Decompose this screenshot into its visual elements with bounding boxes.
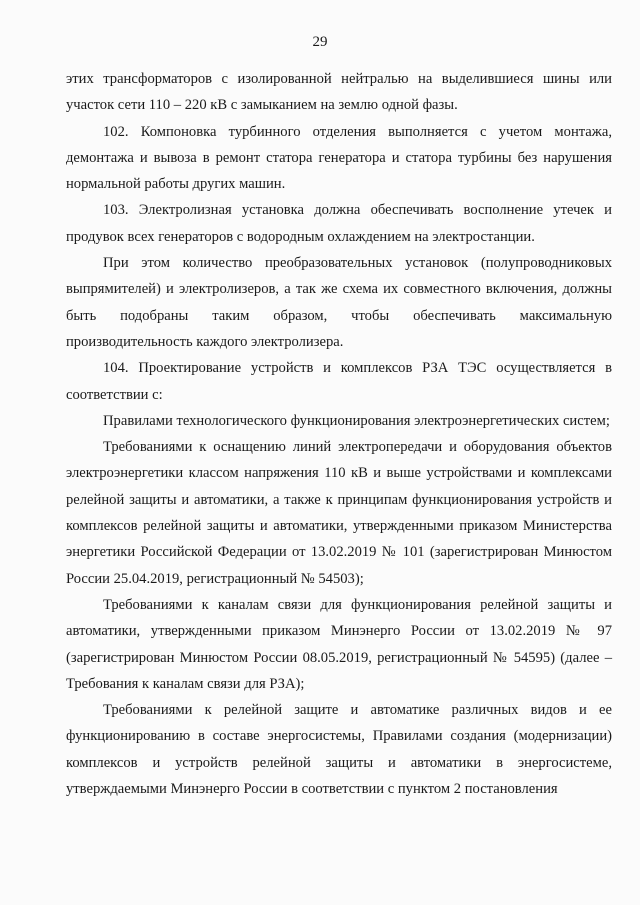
list-item-requirements-equipment: Требованиями к оснащению линий электропередачи и оборудования объектов электроэнергетики классом напряжения 110 кВ и выше устройствами и комплексами релейной защиты и автоматики, а также к принципам функционирования устройств и комплексов релейной защиты и автоматики, утвержденными приказом Министерства энергетики Российской Федерации от 13.02.2019 № 101 (зарегистрирован Минюстом России 25.04.2019, регистрационный № 54503);: [66, 439, 612, 587]
body-text: [66, 66, 612, 802]
paragraph-102: 102. Компоновка турбинного отделения выполняется с учетом монтажа, демонтажа и вывоза в ремонт статора генератора и статора турбины без нарушения нормальной работы других машин.: [66, 123, 612, 193]
list-item-requirements-channels: Требованиями к каналам связи для функционирования релейной защиты и автоматики, утвержденными приказом Минэнерго России от 13.02.2019 № 97 (зарегистрирован Минюстом России 08.05.2019, регистрационный № 54595) (далее – Требования к каналам связи для РЗА);: [66, 596, 612, 692]
paragraph-104: 104. Проектирование устройств и комплексов РЗА ТЭС осуществляется в соответствии с:: [66, 360, 612, 403]
paragraph-continuation: этих трансформаторов с изолированной нейтралью на выделившиеся шины или участок сети 110 – 220 кВ с замыканием на землю одной фазы.: [66, 71, 612, 114]
paragraph-103: 103. Электролизная установка должна обеспечивать восполнение утечек и продувок всех генераторов с водородным охлаждением на электростанции.: [66, 202, 612, 245]
page-number: 29: [312, 34, 328, 50]
list-item-requirements-relay: Требованиями к релейной защите и автоматике различных видов и ее функционированию в составе энергосистемы, Правилами создания (модернизации) комплексов и устройств релейной защиты и автоматики в энергосистеме, утверждаемыми Минэнерго России в соответствии с пунктом 2 постановления: [66, 702, 612, 798]
paragraph-electrolyzer-count: При этом количество преобразовательных установок (полупроводниковых выпрямителей) и электролизеров, а так же схема их совместного включения, должны быть подобраны таким образом, чтобы обеспечивать максимальную производительность каждого электролизера.: [66, 255, 612, 350]
list-item-rules-technological: Правилами технологического функционирования электроэнергетических систем;: [103, 412, 610, 429]
